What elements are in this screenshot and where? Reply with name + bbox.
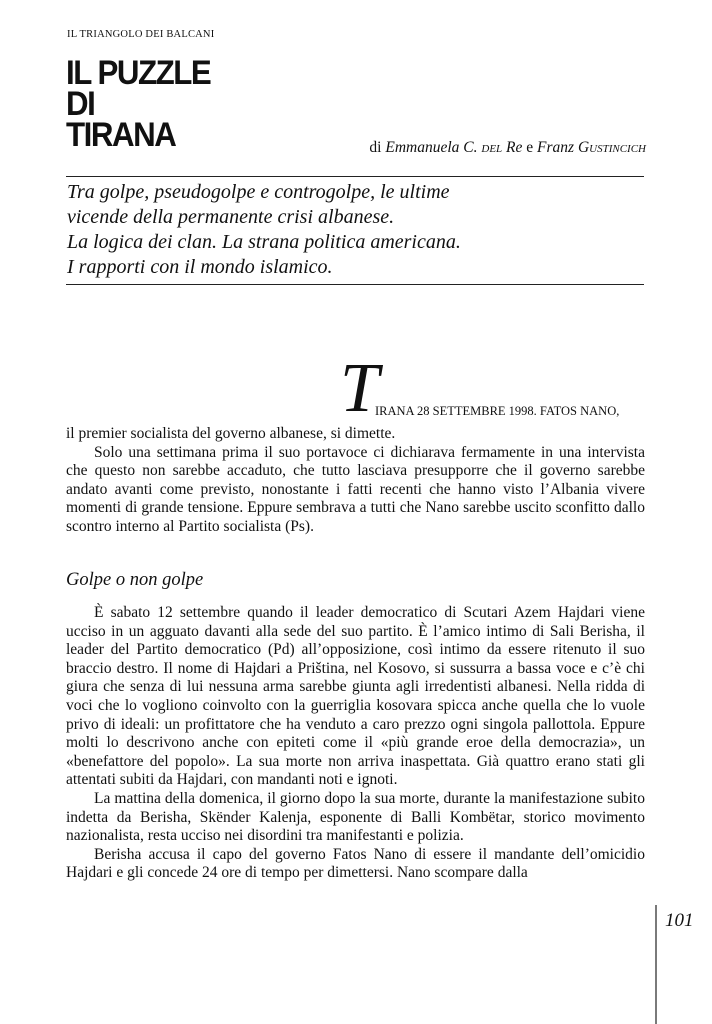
title-line-3: TIRANA [66,116,176,154]
byline-prefix: di [369,139,382,156]
title-line-2: DI [66,85,95,123]
summary-line: I rapporti con il mondo islamico. [67,256,333,278]
paragraph: È sabato 12 settembre quando il leader democratico di Scutari Azem Hajdari viene ucciso in un agguato davanti alla sede del suo partito. È l’amico intimo di Sali Berisha, il leader del Partito democratico (Pd) all’opposizione, così intimo da essere ritenuto il suo braccio destro. Il nome di Hajdari a Priština, nel Kosovo, si sussurra a bassa voce e c’è chi giura che senza di lui nessuna arma sarebbe giunta agli irredentisti albanesi. Nella ridda di voci che lo vogliono coinvolto con la guerriglia kosovara spicca anche quella che lo vuole privo di ideali: un profittatore che ha venduto a caro prezzo ogni singola pallottola. Eppure molti lo descrivono anche con epiteti come il «più grande eroe della democrazia», un «benefattore del popolo». La sua morte non arriva inaspettata. Già quattro erano stati gli attentati subiti da Hajdari, con mandanti noti e ignoti. [66,604,645,789]
title-line-1: IL PUZZLE [66,54,211,92]
author1-particle: del [481,139,503,156]
article-title [66,54,211,154]
section-heading: Golpe o non golpe [66,570,204,590]
page-margin-bar [655,905,657,1024]
paragraph: La mattina della domenica, il giorno dopo la sua morte, durante la manifestazione subito indetta da Berisha, Skënder Kalenja, esponente di Balli Kombëtar, storico movimento nazionalista, resta ucciso nei disordini tra manifestanti e polizia. [66,789,645,845]
paragraph: Solo una settimana prima il suo portavoce ci dichiarava fermamente in una intervista che questo non sarebbe accaduto, che tutto lasciava presupporre che il governo sarebbe andato avanti come previsto, nonostante i fatti recenti che hanno visto l’Albania vivere momenti di grande tensione. Eppure sembrava a tutti che Nano sarebbe uscito sconfitto dallo scontro interno al Partito socialista (Ps). [66,443,645,535]
paragraph: Berisha accusa il capo del governo Fatos Nano di essere il mandante dell’omicidio Hajdari e gli concede 24 ore di tempo per dimettersi. Nano scompare dalla [66,845,645,882]
page-number: 101 [665,910,694,931]
paragraph: il premier socialista del governo albanese, si dimette. [66,425,396,442]
article-opener [340,350,646,427]
summary-line: vicende della permanente crisi albanese. [67,206,395,228]
section-text [66,604,645,883]
running-head: IL TRIANGOLO DEI BALCANI [67,29,215,40]
author2-first: Franz [537,139,575,156]
byline [369,139,646,157]
summary-block [67,180,461,280]
author2-last: Gustincich [577,139,646,156]
summary-line: La logica dei clan. La strana politica americana. [67,231,461,253]
opener-text: IRANA 28 SETTEMBRE 1998. FATOS NANO, [375,404,620,418]
summary-top-rule [66,176,644,177]
author1-last: Re [506,139,523,156]
summary-line: Tra golpe, pseudogolpe e controgolpe, le ultime [67,181,450,203]
summary-bottom-rule [66,284,644,285]
author1-first: Emmanuela C. [385,139,478,156]
byline-conj: e [526,139,534,156]
intro-text [66,425,645,537]
drop-cap: T [340,350,379,427]
